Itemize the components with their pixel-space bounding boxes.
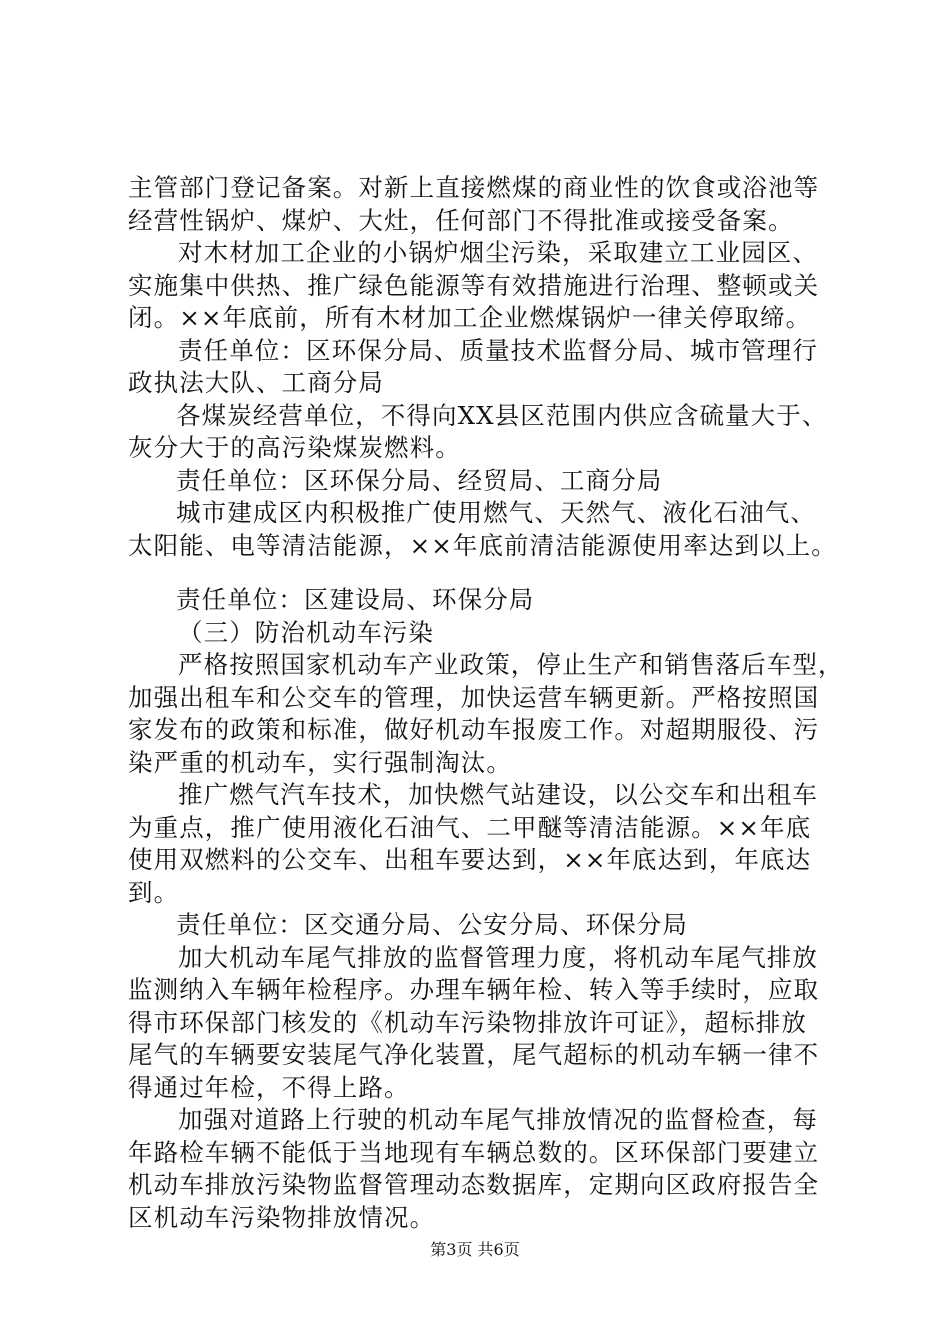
text-line: 得通过年检，不得上路。 — [128, 1072, 410, 1102]
text-line: 尾气的车辆要安装尾气净化装置，尾气超标的机动车辆一律不 — [128, 1040, 820, 1069]
responsibility-line: 责任单位：区环保分局、经贸局、工商分局 — [176, 465, 663, 495]
text-line: 到。 — [128, 877, 180, 907]
text-line: 为重点，推广使用液化石油气、二甲醚等清洁能源。××年底 — [128, 812, 812, 842]
text-line: 主管部门登记备案。对新上直接燃煤的商业性的饮食或浴池等 — [128, 173, 820, 202]
document-body — [128, 172, 850, 1234]
text-line: 闭。××年底前，所有木材加工企业燃煤锅炉一律关停取缔。 — [128, 303, 812, 332]
text-line: 政执法大队、工商分局 — [128, 368, 384, 397]
paragraph-start: 城市建成区内积极推广使用燃气、天然气、液化石油气、 — [176, 498, 816, 527]
text-line: 染严重的机动车，实行强制淘汰。 — [128, 747, 512, 777]
text-line: 经营性锅炉、煤炉、大灶，任何部门不得批准或接受备案。 — [128, 205, 794, 235]
paragraph-start: 对木材加工企业的小锅炉烟尘污染，采取建立工业园区、 — [178, 238, 818, 267]
section-heading: （三）防治机动车污染 — [178, 617, 434, 647]
responsibility-line: 责任单位：区建设局、环保分局 — [176, 585, 535, 614]
text-line: 机动车排放污染物监督管理动态数据库，定期向区政府报告全 — [128, 1170, 820, 1199]
text-line: 监测纳入车辆年检程序。办理车辆年检、转入等手续时，应取 — [128, 975, 820, 1004]
responsibility-line: 责任单位：区环保分局、质量技术监督分局、城市管理行 — [178, 335, 818, 365]
text-line: 实施集中供热、推广绿色能源等有效措施进行治理、整顿或关 — [128, 270, 820, 300]
paragraph-start: 加强对道路上行驶的机动车尾气排放情况的监督检查，每 — [178, 1105, 818, 1134]
text-line: 使用双燃料的公交车、出租车要达到，××年底达到，年底达 — [128, 845, 812, 874]
page-number-footer: 第3页 共6页 — [430, 1240, 520, 1259]
paragraph-start: 严格按照国家机动车产业政策，停止生产和销售落后车型， — [178, 650, 844, 679]
text-line: 家发布的政策和标准，做好机动车报废工作。对超期服役、污 — [128, 715, 820, 744]
text-line: 年路检车辆不能低于当地现有车辆总数的。区环保部门要建立 — [128, 1137, 820, 1167]
responsibility-line: 责任单位：区交通分局、公安分局、环保分局 — [176, 910, 688, 939]
text-line: 灰分大于的高污染煤炭燃料。 — [128, 433, 461, 462]
paragraph-start: 推广燃气汽车技术，加快燃气站建设，以公交车和出租车 — [178, 780, 818, 809]
text-line: 得市环保部门核发的《机动车污染物排放许可证》，超标排放 — [128, 1007, 807, 1037]
paragraph-start: 各煤炭经营单位，不得向XX县区范围内供应含硫量大于、 — [176, 400, 828, 430]
text-line: 区机动车污染物排放情况。 — [128, 1202, 436, 1232]
paragraph-start: 加大机动车尾气排放的监督管理力度，将机动车尾气排放 — [178, 942, 818, 972]
text-line: 加强出租车和公交车的管理，加快运营车辆更新。严格按照国 — [128, 682, 820, 712]
text-line: 太阳能、电等清洁能源，××年底前清洁能源使用率达到以上。 — [128, 530, 837, 560]
paragraph-gap — [128, 562, 850, 584]
